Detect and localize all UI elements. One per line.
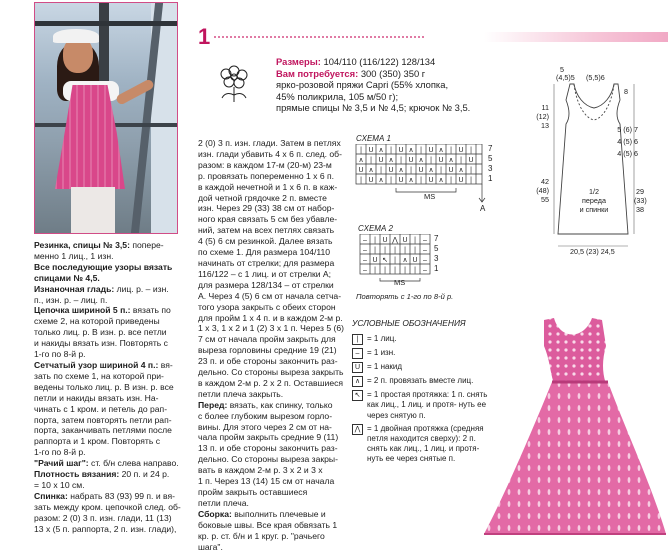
legend-item [352,390,488,421]
svg-text:|: | [440,167,442,174]
text-line: 2 (0) 3 п. изн. глади. Затем в петлях [198,138,341,148]
line-text: вя- [158,359,173,370]
bold-term: Сетчатый узор шириной 4 п.: [34,359,159,370]
svg-text:–: – [423,267,427,274]
pink-gradient-bar [484,32,668,42]
text-line: боковые швы. Все края обвязать 1 [198,519,338,530]
svg-text:U: U [372,257,378,264]
diag-right-label: 8 [624,87,628,96]
line-text: п., изн. р. – лиц. п. [34,294,108,305]
text-line: 116/122 – с 1 лиц. и от стрелки А; [198,268,332,279]
text-line [34,295,194,306]
text-line: в каждой нечетной и 1 х 6 п. в каж- [198,181,338,192]
row-number: 7 [488,144,493,153]
diag-left-label: 55 [541,195,549,204]
svg-text:|: | [430,157,432,164]
svg-text:|: | [394,257,396,264]
bold-term: Плотность вязания: [34,469,120,480]
instructions-column-2 [198,138,348,552]
svg-text:|: | [400,157,402,164]
svg-text:∧: ∧ [378,147,384,154]
svg-text:|: | [470,147,472,154]
svg-text:U: U [378,157,384,164]
diag-top-label: (4,5)5 [556,73,575,82]
svg-text:|: | [420,147,422,154]
text-line [34,436,194,447]
text-line [34,360,194,371]
diag-right-label: 4 (5) 6 [617,149,638,158]
scheme2-grid [358,234,438,282]
svg-text:∧: ∧ [428,167,434,174]
line-text: порта, заканчивать петлями после [34,425,172,436]
svg-text:U: U [458,147,464,154]
svg-text:|: | [374,247,376,254]
text-line [34,338,194,349]
line-text: зать по схеме 1, на которой при- [34,370,164,381]
text-line: вать в каждом 2-м р. 3 х 2 и 3 х [198,465,323,476]
svg-text:∧: ∧ [402,257,408,264]
legend-text: = 1 накид [367,362,403,372]
text-line: А. Через 4 (5) 6 см от начала сетча- [198,290,342,301]
instructions-column-1 [34,240,194,534]
line-text: 1-го по 8-й р. [34,447,86,458]
diag-left-label: 13 [541,121,549,130]
text-line [34,480,194,491]
diag-left-label: (48) [536,186,549,195]
text-line: р. провязать попеременно 1 х 6 п. [198,170,335,181]
text-line: петли плеча закрыть. [198,388,284,399]
text-line: по схеме 1. Для размера 104/110 [198,247,331,258]
line-text: разом: 2 (0) 3 п. изн. глади, 11 (13) [34,512,172,523]
text-line: разом: в каждом 17-м (20-м) 23-м [198,159,332,170]
text-line: того узора закрыть с обеих сторон [198,301,336,312]
legend-title: УСЛОВНЫЕ ОБОЗНАЧЕНИЯ [352,318,466,328]
text-line [34,491,194,502]
line-text: зать между кром. цепочкой след. об- [34,501,181,512]
text-line: 23 п. и обе стороны закончить раз- [198,356,338,367]
svg-text:⋀: ⋀ [392,237,398,244]
text-line [34,469,194,480]
symbol-k2tog-icon: ∧ [352,376,363,387]
svg-text:U: U [438,157,444,164]
text-line [34,425,194,436]
svg-text:|: | [374,237,376,244]
svg-text:∧: ∧ [388,157,394,164]
svg-text:|: | [394,267,396,274]
bold-term: спицами № 4,5. [34,272,100,283]
bold-term: Все последующие узоры вязать [34,261,173,272]
yarn-line: 45% поликрила, 105 м/50 г); [276,90,399,102]
svg-text:|: | [460,157,462,164]
scheme1-arrow-label: A [480,204,486,213]
svg-text:∧: ∧ [358,157,364,164]
svg-text:∧: ∧ [418,157,424,164]
diag-center-label: и спинки [579,205,609,214]
svg-text:U: U [412,257,418,264]
beam [35,21,177,26]
svg-text:|: | [414,237,416,244]
svg-text:|: | [470,177,472,184]
line-text: чинать с 1 кром. и петель до рап- [34,403,168,414]
svg-text:|: | [384,267,386,274]
garment-schematic [532,66,668,266]
text-line: дельно. Со стороны выреза закрыть [198,367,344,378]
svg-text:U: U [398,147,404,154]
svg-text:U: U [402,237,408,244]
trousers [71,187,115,233]
bold-term: Спинка: [34,490,68,501]
svg-text:U: U [428,147,434,154]
scheme2-row-numbers [434,234,438,274]
line-text: ведены только лиц. р. В изн. р. все [34,381,174,392]
model-photo [34,2,178,234]
diag-top-label: 5 [560,65,564,74]
text-line: шага". [198,541,223,552]
svg-text:|: | [414,247,416,254]
diag-right-label: 29 [636,187,644,196]
line-text: 20 п. и 24 р. [119,469,170,480]
yarn-line: ярко-розовой пряжи Capri (55% хлопка, [276,79,449,91]
text-line [34,371,194,382]
text-line: кр. р. ст. б/н и 1 круг. р. "рачьего [198,530,325,541]
row-number: 1 [434,264,439,273]
text-line: изн. глади убавить 4 х 6 п. след. об- [198,148,342,159]
diag-left-label: 11 [541,103,549,112]
scheme1-ms-label: MS [424,192,436,201]
text-line: 7 см от начала пройм закрыть для [198,334,336,345]
diag-left-label: (12) [536,112,549,121]
svg-text:∧: ∧ [408,147,414,154]
svg-text:|: | [450,177,452,184]
text-line [34,240,194,251]
text-line [34,415,194,426]
svg-text:|: | [380,167,382,174]
legend-item [352,424,488,465]
svg-text:|: | [470,167,472,174]
text-line: пройм закрыть оставшиеся [198,487,308,497]
text-line [34,502,194,513]
svg-text:U: U [458,177,464,184]
need-value: 300 (350) 350 г [358,67,426,79]
svg-text:|: | [360,177,362,184]
line-text: вязать, как спинку, только [227,399,333,410]
svg-text:|: | [404,247,406,254]
text-line [34,349,194,360]
diag-left-label: 42 [541,177,549,186]
text-line: с более глубоким вырезом горло- [198,410,333,421]
line-text: петли и накиды вязать изн. На- [34,392,159,403]
text-line [198,509,348,520]
svg-text:U: U [418,167,424,174]
text-line [198,400,348,411]
svg-text:U: U [428,177,434,184]
text-line [34,513,194,524]
yarn-line: прямые спицы № 3,5 и № 4,5; крючок № 3,5. [276,102,471,114]
svg-text:|: | [384,247,386,254]
text-line [34,404,194,415]
text-line [34,327,194,338]
svg-text:|: | [420,177,422,184]
svg-text:U: U [408,157,414,164]
row-number: 3 [434,254,439,263]
bold-term: Перед: [198,399,228,410]
legend-item [352,362,488,373]
text-line: 1 х 3, 1 х 2 и 1 (2) 3 х 1 п. Через 5 (6) [198,323,344,334]
text-line [34,262,194,273]
text-line: для пройм 1 х 4 п. и в каждом 2-м р. [198,312,343,323]
bold-term: Резинка, спицы № 3,5: [34,240,130,250]
legend-text: = 1 изн. [367,348,396,358]
svg-text:∧: ∧ [378,177,384,184]
line-text: ст. б/н слева направо. [88,458,179,469]
text-line [34,447,194,458]
svg-text:|: | [370,157,372,164]
svg-text:–: – [363,257,367,264]
line-text: попере- [129,240,164,250]
sizes-block [276,56,476,114]
text-line [34,382,194,393]
svg-text:|: | [450,147,452,154]
diag-bottom-label: 20,5 (23) 24,5 [570,247,615,256]
svg-text:|: | [410,167,412,174]
text-line: ний, затем на всех петлях связать [198,225,335,236]
bold-term: "Рачий шаг": [34,458,89,469]
svg-text:∧: ∧ [448,157,454,164]
text-line: дельно. Со стороны выреза закры- [198,454,338,465]
line-text: и накиды вязать изн. Повторять с [34,338,168,349]
svg-text:|: | [390,147,392,154]
svg-text:U: U [368,147,374,154]
svg-text:–: – [423,257,427,264]
line-text: набрать 83 (93) 99 п. и вя- [67,490,175,501]
line-text: раппорта и 1 кром. Повторять с [34,436,160,447]
need-label: Вам потребуется: [276,67,359,79]
svg-text:|: | [374,267,376,274]
symbol-skp-icon: ↖ [352,390,363,401]
svg-text:U: U [388,167,394,174]
text-line [34,458,194,469]
scheme2-ms-label: MS [394,278,406,287]
svg-text:–: – [423,247,427,254]
text-line: вины. Для этого через 2 см от на- [198,421,332,432]
text-line [34,524,194,535]
text-line [34,251,194,262]
svg-text:U: U [358,167,364,174]
diag-right-label: 4 (5) 6 [617,137,638,146]
diag-center-label: 1/2 [589,187,599,196]
svg-text:∧: ∧ [408,177,414,184]
svg-text:∧: ∧ [438,177,444,184]
bold-term: Сборка: [198,508,232,519]
line-text: выполнить плечевые и [231,508,326,519]
legend-item [352,348,488,359]
text-line: выреза горловины средние 19 (21) [198,345,337,356]
text-line: начинать от стрелки; для размера [198,257,335,268]
legend-item [352,334,488,345]
dotted-rule [214,36,424,38]
diag-center-label: переда [582,196,606,205]
flower-icon [212,62,256,104]
bold-term: Цепочка шириной 5 п.: [34,305,131,316]
line-text: = 10 х 10 см. [34,479,85,490]
legend-item [352,376,488,387]
row-number: 3 [488,164,493,173]
text-line [34,393,194,404]
diag-right-label: 38 [636,205,644,214]
text-line: ного края связать 5 см без убавле- [198,214,338,225]
svg-text:|: | [394,247,396,254]
line-text: схеме 2, на которой приведены [34,316,160,327]
svg-text:U: U [368,177,374,184]
text-line: в каждом 2-м р. 2 х 2 п. Оставшиеся [198,377,344,388]
svg-text:U: U [398,177,404,184]
scheme1-row-numbers [488,144,492,184]
line-text: 1-го по 8-й р. [34,349,86,360]
text-line: чала пройм закрыть средние 9 (11) [198,432,339,443]
bold-term: Изнаночная гладь: [34,283,115,294]
text-line: петли плеча. [198,497,249,508]
svg-text:–: – [363,267,367,274]
text-line [34,284,194,295]
dress-product-photo [474,306,671,538]
diag-right-label: (33) [634,196,647,205]
svg-text:U: U [448,167,454,174]
legend-text: = 1 лиц. [367,334,397,344]
legend-text: = 1 двойная протяжка (средняя петля находится сверху): 2 п. снять как лиц., 1 лиц. и протя- нуть ее через снятые п. [367,423,484,464]
line-text: порта, затем повторять петли рап- [34,414,172,425]
svg-text:|: | [404,267,406,274]
line-text: только лиц. р. В изн. р. все петли [34,327,167,338]
sizes-value: 104/110 (116/122) 128/134 [320,56,436,67]
cap [53,29,99,43]
text-line [34,316,194,327]
text-line: изн. Через 29 (33) 38 см от набор- [198,203,335,214]
svg-text:∧: ∧ [368,167,374,174]
row-number: 1 [488,174,493,183]
diag-right-label: 5 (6) 7 [617,125,638,134]
svg-text:|: | [360,147,362,154]
svg-text:–: – [363,237,367,244]
row-number: 7 [434,234,439,243]
symbol-purl-icon: – [352,348,363,359]
legend [352,318,488,468]
line-text: лиц. р. – изн. [114,283,169,294]
pattern-number: 1 [198,24,211,49]
svg-text:∧: ∧ [458,167,464,174]
scheme2-title: СХЕМА 2 [358,224,393,233]
sizes-label: Размеры: [276,56,321,67]
svg-text:U: U [468,157,474,164]
symbol-knit-icon: | [352,334,363,345]
symbol-yarn-over-icon: U [352,362,363,373]
svg-text:∧: ∧ [438,147,444,154]
row-number: 5 [488,154,493,163]
line-text: 13 х (5 п. раппорта, 2 п. изн. глади), [34,523,177,534]
diag-top-label: (5,5)6 [586,73,605,82]
text-line: для размера 128/134 – от стрелки [198,279,334,290]
svg-text:U: U [382,237,388,244]
line-text: вязать по [130,305,171,316]
scheme2-note: Повторять с 1-го по 8-й р. [356,292,454,301]
text-line [34,273,194,284]
legend-text: = 2 п. провязать вместе лиц. [367,376,474,386]
svg-text:–: – [363,247,367,254]
row-number: 5 [434,244,439,253]
svg-text:|: | [390,177,392,184]
text-line: 4 (5) 6 см резинкой. Далее вязать [198,236,333,247]
text-line: 13 п. и обе стороны закончить раз- [198,443,338,454]
symbol-double-decrease-icon: ⋀ [352,424,363,435]
text-line: 1 п. Через 13 (14) 15 см от начала [198,476,335,487]
svg-text:–: – [423,237,427,244]
scheme1-title: СХЕМА 1 [356,134,391,143]
svg-text:∧: ∧ [398,167,404,174]
svg-text:↖: ↖ [382,257,388,264]
text-line: дой четной грядочке 2 п. вместе [198,192,327,203]
scheme1-grid [352,144,492,206]
line-text: менно 1 лиц., 1 изн. [34,250,114,261]
legend-text: = 1 простая протяжка: 1 п. снять как лиц., 1 лиц. и протя- нуть ее через снятую п. [367,390,488,420]
svg-text:|: | [414,267,416,274]
text-line [34,305,194,316]
